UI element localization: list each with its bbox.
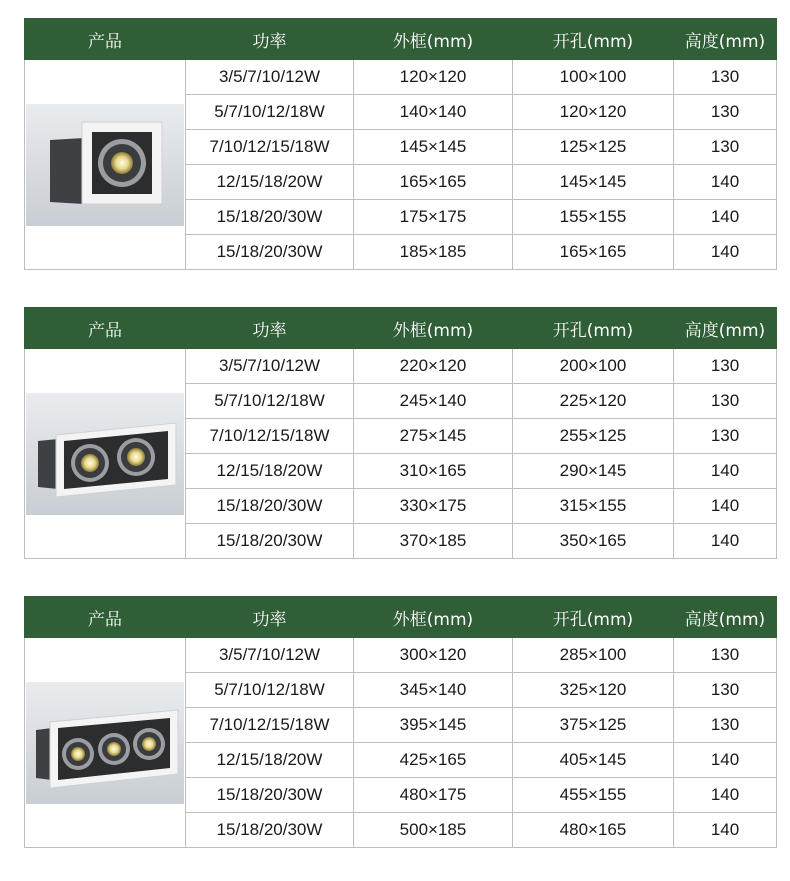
spec-table-triple [24, 596, 777, 848]
cell-height: 140 [674, 200, 777, 235]
header-product: 产品 [25, 597, 186, 638]
cell-power: 15/18/20/30W [186, 235, 354, 270]
table-row [25, 638, 777, 673]
cell-power: 12/15/18/20W [186, 454, 354, 489]
cell-power: 5/7/10/12/18W [186, 673, 354, 708]
header-cutout: 开孔(mm) [513, 19, 674, 60]
cell-cutout: 120×120 [513, 95, 674, 130]
cell-cutout: 375×125 [513, 708, 674, 743]
cell-frame: 145×145 [354, 130, 513, 165]
cell-height: 130 [674, 708, 777, 743]
cell-power: 5/7/10/12/18W [186, 384, 354, 419]
cell-frame: 185×185 [354, 235, 513, 270]
cell-frame: 140×140 [354, 95, 513, 130]
cell-power: 15/18/20/30W [186, 524, 354, 559]
cell-cutout: 325×120 [513, 673, 674, 708]
cell-height: 140 [674, 489, 777, 524]
header-product: 产品 [25, 19, 186, 60]
cell-cutout: 200×100 [513, 349, 674, 384]
cell-cutout: 255×125 [513, 419, 674, 454]
cell-cutout: 315×155 [513, 489, 674, 524]
cell-cutout: 285×100 [513, 638, 674, 673]
table-row [25, 349, 777, 384]
cell-height: 130 [674, 95, 777, 130]
header-row [25, 19, 777, 60]
cell-cutout: 155×155 [513, 200, 674, 235]
cell-frame: 425×165 [354, 743, 513, 778]
cell-frame: 330×175 [354, 489, 513, 524]
cell-height: 130 [674, 349, 777, 384]
cell-cutout: 165×165 [513, 235, 674, 270]
cell-cutout: 125×125 [513, 130, 674, 165]
cell-power: 3/5/7/10/12W [186, 638, 354, 673]
header-row [25, 308, 777, 349]
cell-frame: 300×120 [354, 638, 513, 673]
cell-height: 130 [674, 384, 777, 419]
cell-cutout: 405×145 [513, 743, 674, 778]
cell-power: 3/5/7/10/12W [186, 349, 354, 384]
cell-cutout: 290×145 [513, 454, 674, 489]
header-product: 产品 [25, 308, 186, 349]
cell-cutout: 145×145 [513, 165, 674, 200]
cell-height: 130 [674, 638, 777, 673]
header-power: 功率 [186, 19, 354, 60]
cell-frame: 345×140 [354, 673, 513, 708]
header-cutout: 开孔(mm) [513, 308, 674, 349]
cell-frame: 500×185 [354, 813, 513, 848]
cell-height: 130 [674, 673, 777, 708]
cell-frame: 395×145 [354, 708, 513, 743]
cell-cutout: 100×100 [513, 60, 674, 95]
header-frame: 外框(mm) [354, 308, 513, 349]
cell-height: 140 [674, 778, 777, 813]
cell-height: 140 [674, 235, 777, 270]
triple-head-downlight-image [26, 682, 184, 804]
header-frame: 外框(mm) [354, 597, 513, 638]
cell-power: 12/15/18/20W [186, 165, 354, 200]
header-cutout: 开孔(mm) [513, 597, 674, 638]
cell-frame: 275×145 [354, 419, 513, 454]
product-image-cell [25, 349, 186, 559]
cell-power: 15/18/20/30W [186, 489, 354, 524]
double-head-downlight-image [26, 393, 184, 515]
cell-frame: 175×175 [354, 200, 513, 235]
cell-frame: 480×175 [354, 778, 513, 813]
product-image-cell [25, 638, 186, 848]
header-height: 高度(mm) [674, 597, 777, 638]
cell-power: 15/18/20/30W [186, 200, 354, 235]
cell-frame: 310×165 [354, 454, 513, 489]
cell-height: 140 [674, 165, 777, 200]
product-image-cell [25, 60, 186, 270]
cell-frame: 245×140 [354, 384, 513, 419]
cell-frame: 165×165 [354, 165, 513, 200]
header-height: 高度(mm) [674, 308, 777, 349]
cell-frame: 220×120 [354, 349, 513, 384]
cell-height: 140 [674, 454, 777, 489]
header-frame: 外框(mm) [354, 19, 513, 60]
cell-power: 15/18/20/30W [186, 778, 354, 813]
cell-power: 12/15/18/20W [186, 743, 354, 778]
spec-table-single [24, 18, 777, 270]
cell-power: 7/10/12/15/18W [186, 708, 354, 743]
header-power: 功率 [186, 308, 354, 349]
cell-frame: 120×120 [354, 60, 513, 95]
cell-power: 3/5/7/10/12W [186, 60, 354, 95]
cell-height: 140 [674, 813, 777, 848]
cell-cutout: 350×165 [513, 524, 674, 559]
spec-table-double [24, 307, 777, 559]
cell-height: 130 [674, 419, 777, 454]
cell-height: 140 [674, 524, 777, 559]
cell-power: 15/18/20/30W [186, 813, 354, 848]
cell-cutout: 225×120 [513, 384, 674, 419]
header-row [25, 597, 777, 638]
cell-frame: 370×185 [354, 524, 513, 559]
cell-cutout: 455×155 [513, 778, 674, 813]
cell-height: 130 [674, 130, 777, 165]
header-height: 高度(mm) [674, 19, 777, 60]
single-head-downlight-image [26, 104, 184, 226]
cell-power: 7/10/12/15/18W [186, 419, 354, 454]
cell-height: 140 [674, 743, 777, 778]
header-power: 功率 [186, 597, 354, 638]
cell-height: 130 [674, 60, 777, 95]
cell-power: 5/7/10/12/18W [186, 95, 354, 130]
table-row [25, 60, 777, 95]
cell-cutout: 480×165 [513, 813, 674, 848]
cell-power: 7/10/12/15/18W [186, 130, 354, 165]
